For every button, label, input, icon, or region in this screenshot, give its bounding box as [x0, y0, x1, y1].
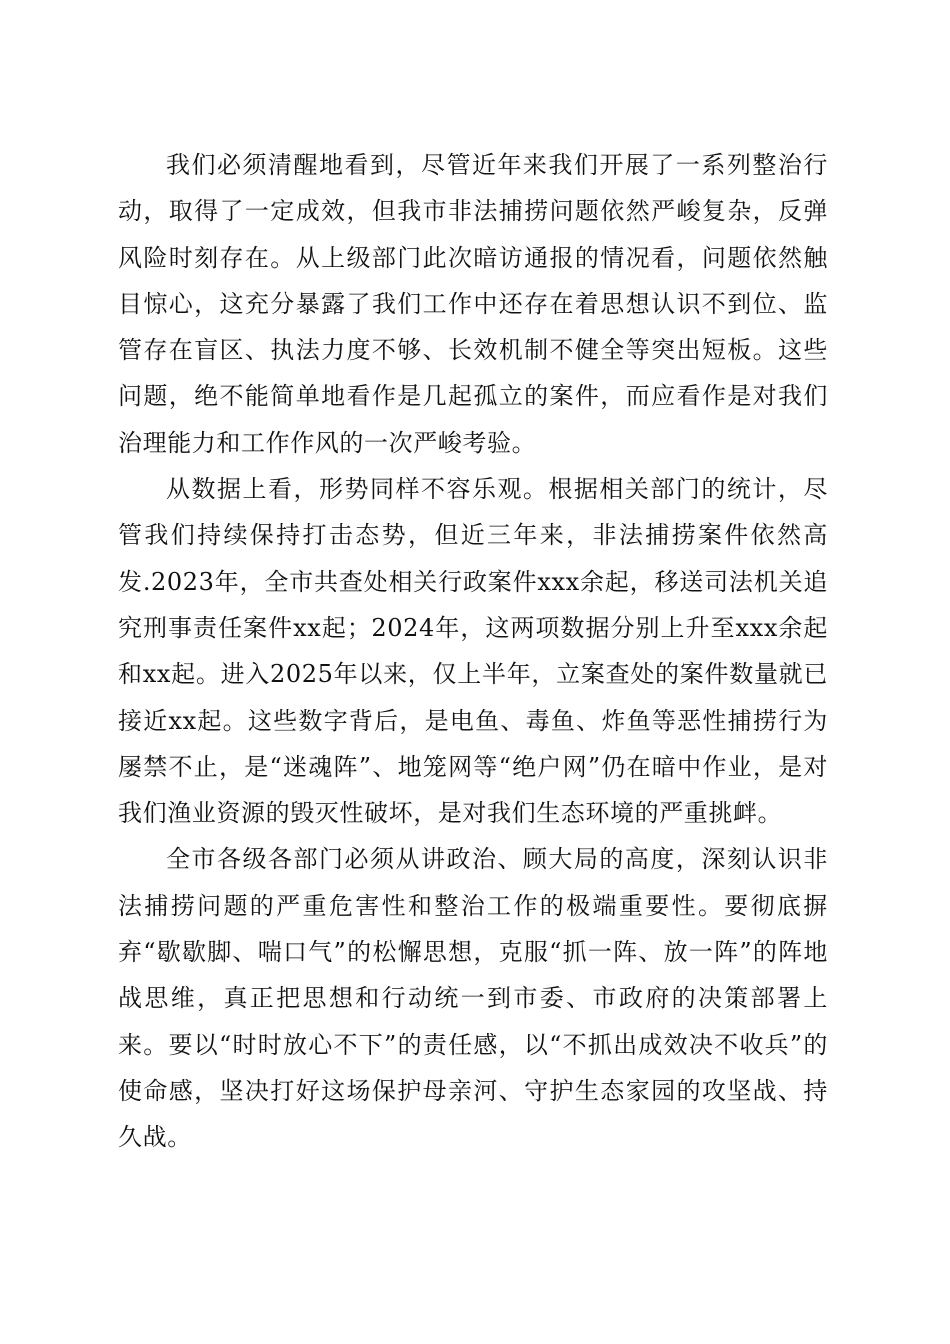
paragraph-3: 全市各级各部门必须从讲政治、顾大局的高度，深刻认识非法捕捞问题的严重危害性和整治工作的极端重要性。要彻底摒弃“歇歇脚、喘口气”的松懈思想，克服“抓一阵、放一阵”的阵地战思维，真正把思想和行动统一到市委、市政府的决策部署上来。要以“时时放心不下”的责任感，以“不抓出成效决不收兵”的使命感，坚决打好这场保护母亲河、守护生态家园的攻坚战、持久战。 [118, 845, 828, 1152]
document-body [118, 142, 828, 1161]
paragraph-2: 从数据上看，形势同样不容乐观。根据相关部门的统计，尽管我们持续保持打击态势，但近三年来，非法捕捞案件依然高发.2023年，全市共查处相关行政案件xxx余起，移送司法机关追究刑事责任案件xx起；2024年，这两项数据分别上升至xxx余起和xx起。进入2025年以来，仅上半年，立案查处的案件数量就已接近xx起。这些数字背后，是电鱼、毒鱼、炸鱼等恶性捕捞行为屡禁不止，是“迷魂阵”、地笼网等“绝户网”仍在暗中作业，是对我们渔业资源的毁灭性破坏，是对我们生态环境的严重挑衅。 [118, 475, 828, 828]
paragraph-1: 我们必须清醒地看到，尽管近年来我们开展了一系列整治行动，取得了一定成效，但我市非法捕捞问题依然严峻复杂，反弹风险时刻存在。从上级部门此次暗访通报的情况看，问题依然触目惊心，这充分暴露了我们工作中还存在着思想认识不到位、监管存在盲区、执法力度不够、长效机制不健全等突出短板。这些问题，绝不能简单地看作是几起孤立的案件，而应看作是对我们治理能力和工作作风的一次严峻考验。 [118, 151, 828, 457]
